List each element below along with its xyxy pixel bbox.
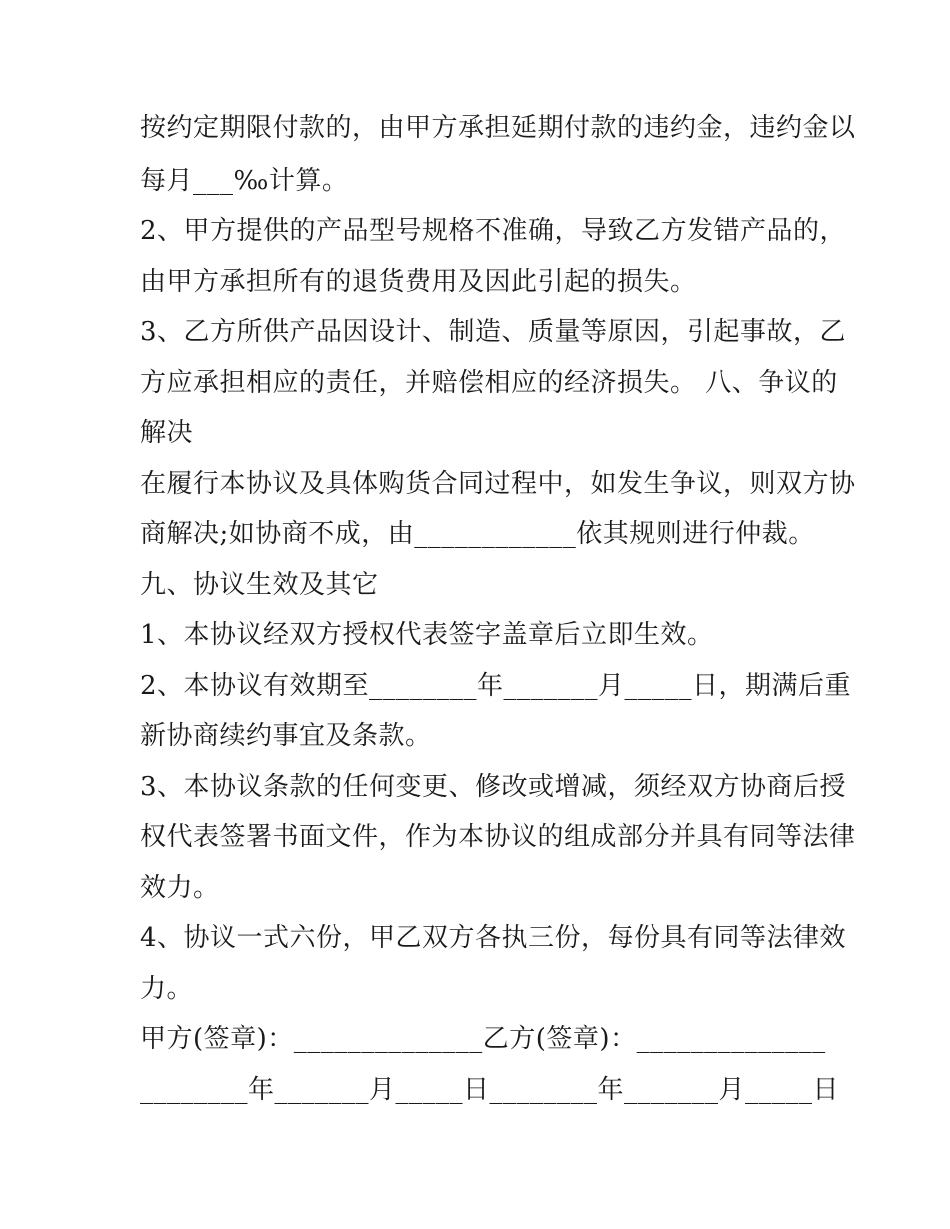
text-line: 每月___‰计算。 xyxy=(140,166,349,196)
text-line: 3、本协议条款的任何变更、修改或增减，须经双方协商后授 xyxy=(140,772,847,802)
text-line: 在履行本协议及具体购货合同过程中，如发生争议，则双方协 xyxy=(140,469,856,499)
text-line: 2、甲方提供的产品型号规格不准确，导致乙方发错产品的， xyxy=(140,216,847,246)
text-line: 按约定期限付款的，由甲方承担延期付款的违约金，违约金以 xyxy=(140,113,856,143)
text-line: 解决 xyxy=(140,418,194,448)
signature-line: 甲方(签章)：______________乙方(签章)：______________ xyxy=(140,1024,826,1054)
text-line: 1、本协议经双方授权代表签字盖章后立即生效。 xyxy=(140,620,714,650)
text-line: 权代表签署书面文件，作为本协议的组成部分并具有同等法律 xyxy=(140,822,856,852)
text-line: 2、本协议有效期至________年_______月_____日，期满后重 xyxy=(140,671,852,701)
text-line: 新协商续约事宜及条款。 xyxy=(140,721,432,751)
text-line: 方应承担相应的责任，并赔偿相应的经济损失。 八、争议的 xyxy=(140,368,838,398)
text-line: 3、乙方所供产品因设计、制造、质量等原因，引起事故，乙 xyxy=(140,317,847,347)
section-heading: 九、协议生效及其它 xyxy=(140,570,379,600)
text-line: 效力。 xyxy=(140,873,220,903)
text-line: 4、协议一式六份，甲乙双方各执三份，每份具有同等法律效 xyxy=(140,923,847,953)
text-line: 商解决;如协商不成，由____________依其规则进行仲裁。 xyxy=(140,519,815,549)
date-line: ________年_______月_____日________年_______月_____日 xyxy=(140,1075,840,1105)
text-line: 由甲方承担所有的退货费用及因此引起的损失。 xyxy=(140,267,697,297)
text-line: 力。 xyxy=(140,974,194,1004)
